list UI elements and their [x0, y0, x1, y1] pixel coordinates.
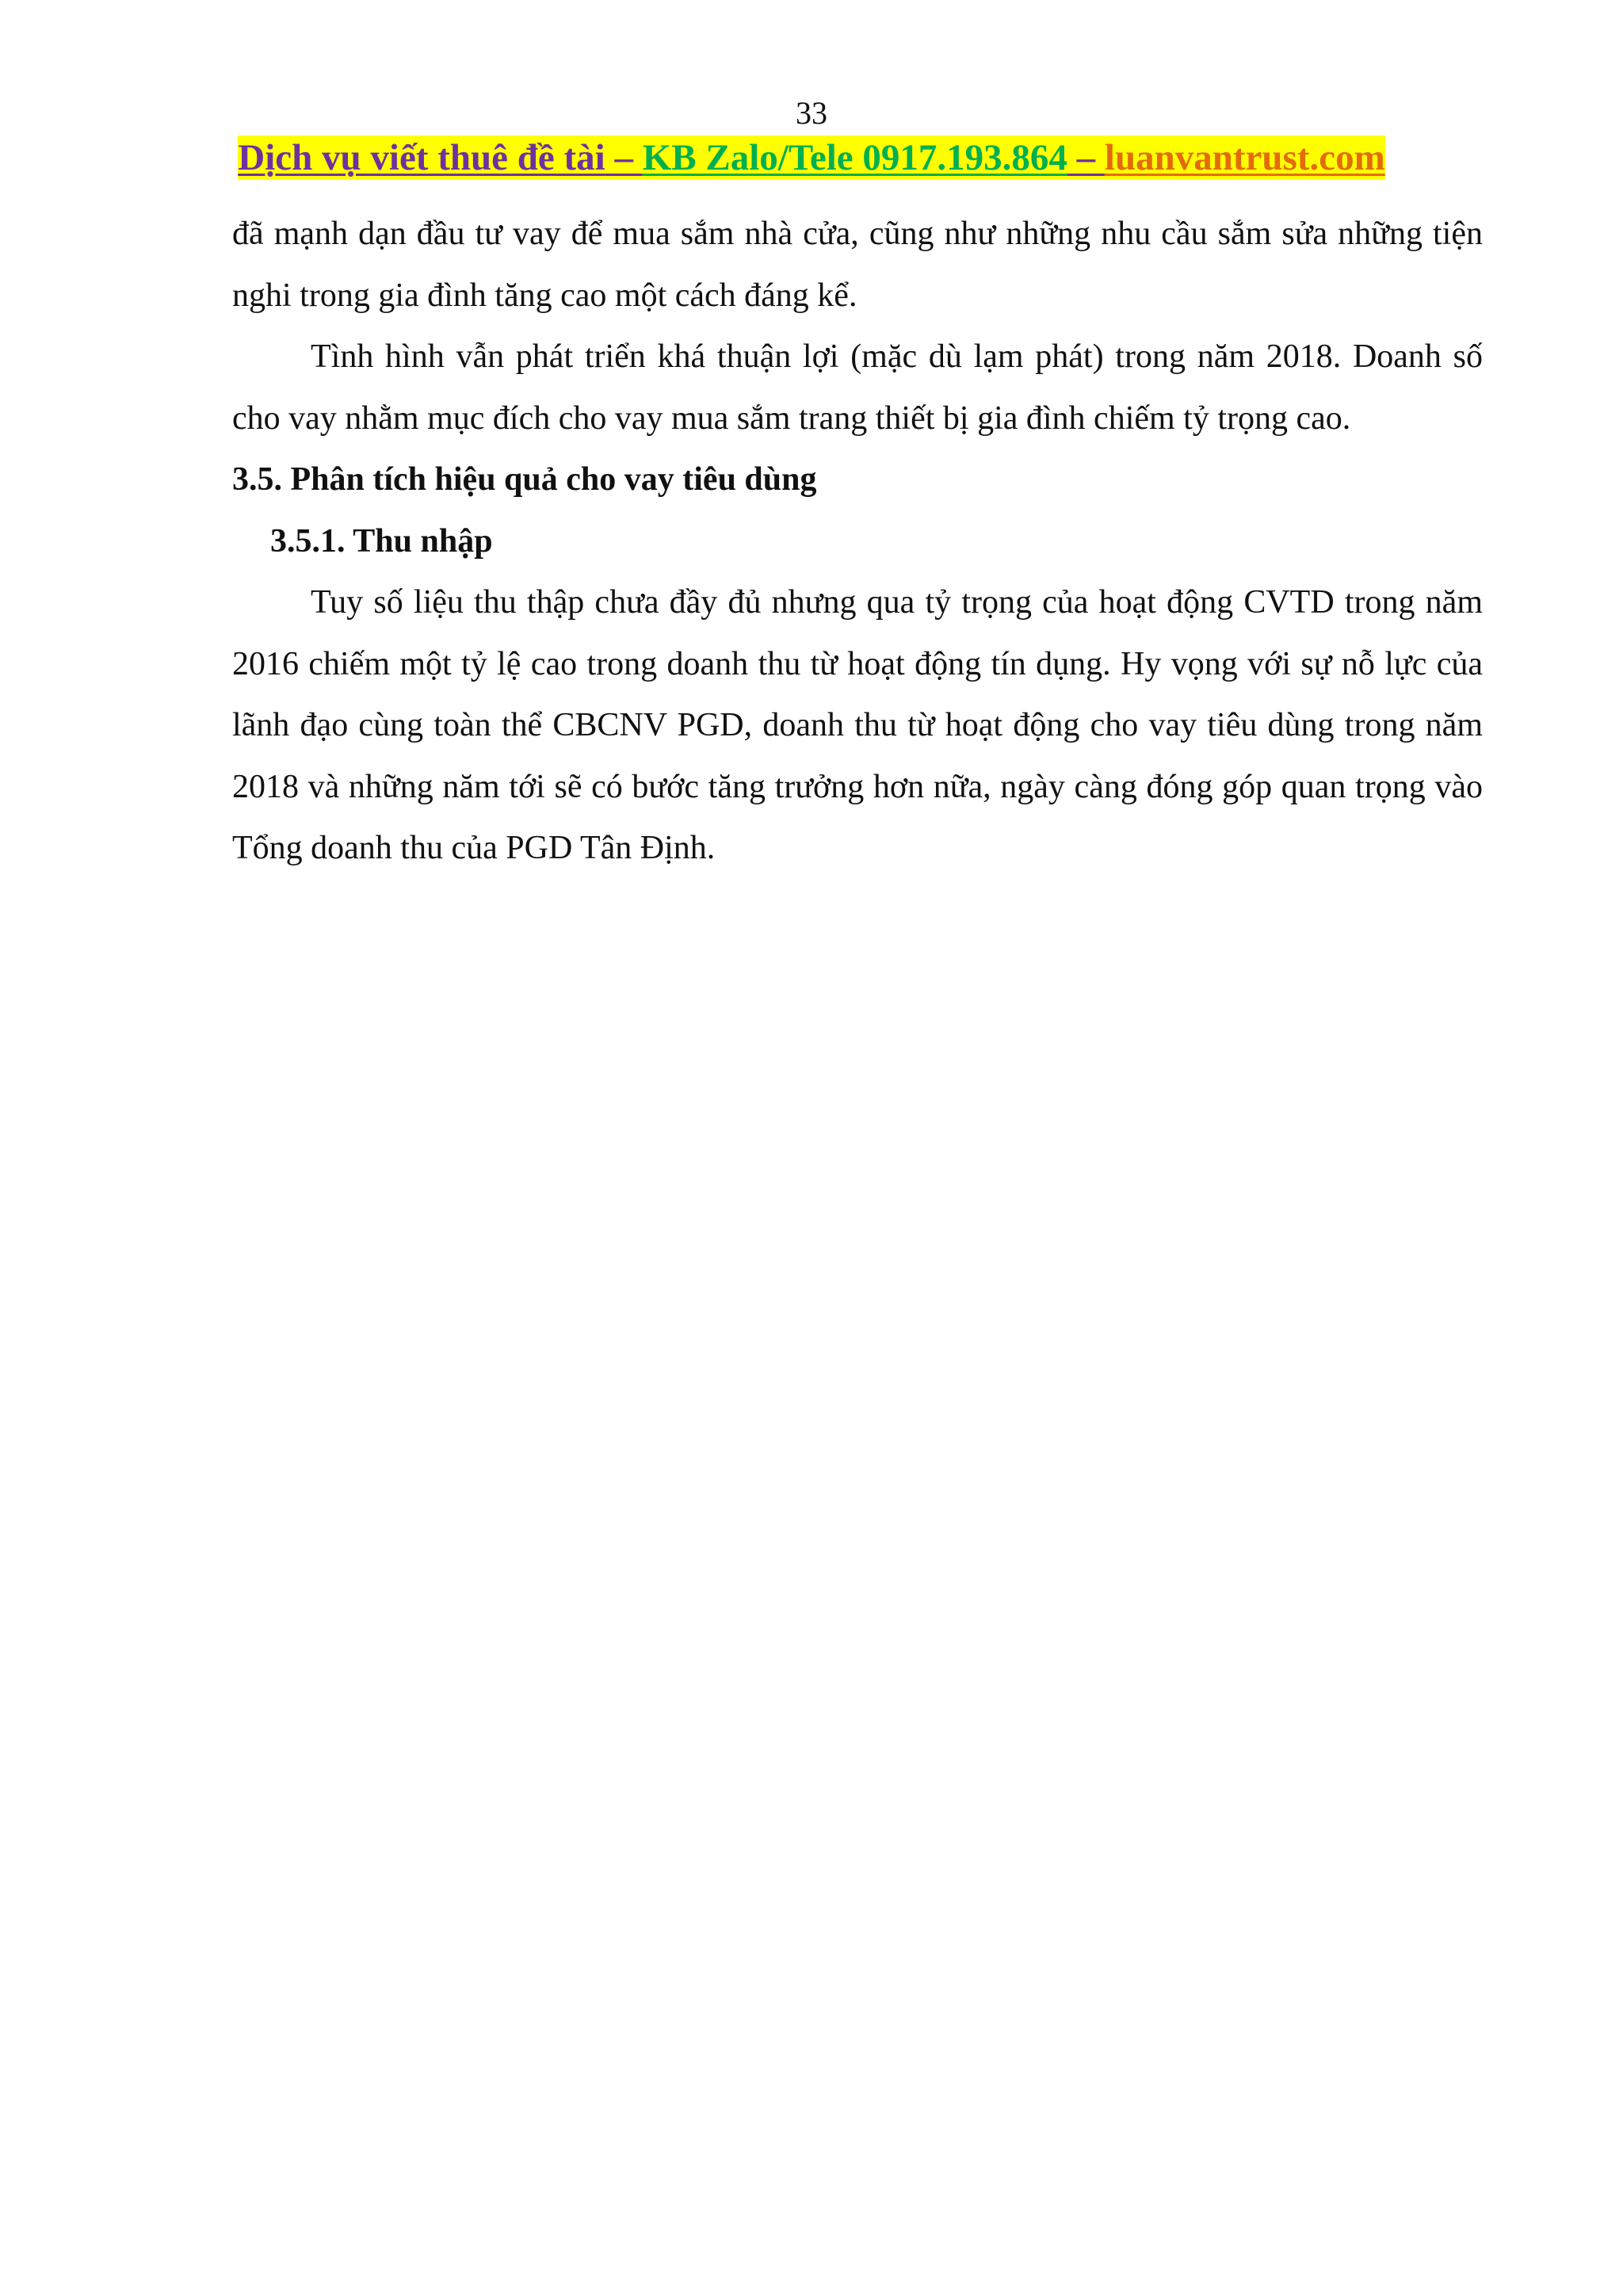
page-number: 33	[796, 95, 827, 131]
body-paragraph: Tình hình vẫn phát triển khá thuận lợi (mặc dù lạm phát) trong năm 2018. Doanh số cho vay nhằm mục đích cho vay mua sắm trang thiết bị gia đình chiếm tỷ trọng cao.	[232, 338, 1483, 437]
header-website-link[interactable]: luanvantrust.com	[1104, 137, 1385, 178]
subsection-heading: 3.5.1. Thu nhập	[270, 522, 493, 560]
document-body	[232, 204, 1483, 880]
body-paragraph: Tuy số liệu thu thập chưa đầy đủ nhưng qua tỷ trọng của hoạt động CVTD trong năm 2016 chiếm một tỷ lệ cao trong doanh thu từ hoạt động tín dụng. Hy vọng với sự nỗ lực của lãnh đạo cùng toàn thể CBCNV PGD, doanh thu từ hoạt động cho vay tiêu dùng trong năm 2018 và những năm tới sẽ có bước tăng trưởng hơn nữa, ngày càng đóng góp quan trọng vào Tổng doanh thu của PGD Tân Định.	[232, 584, 1483, 866]
header-contact-link[interactable]: KB Zalo/Tele 0917.193.864	[642, 137, 1067, 178]
header-banner	[0, 133, 1623, 182]
header-separator: –	[605, 137, 643, 178]
header-separator: –	[1067, 137, 1105, 178]
section-heading: 3.5. Phân tích hiệu quả cho vay tiêu dùng	[232, 461, 817, 498]
header-service-link[interactable]: Dịch vụ viết thuê đề tài	[238, 137, 605, 178]
body-paragraph: đã mạnh dạn đầu tư vay để mua sắm nhà cửa, cũng như những nhu cầu sắm sửa những tiện nghi trong gia đình tăng cao một cách đáng kể.	[232, 216, 1483, 314]
